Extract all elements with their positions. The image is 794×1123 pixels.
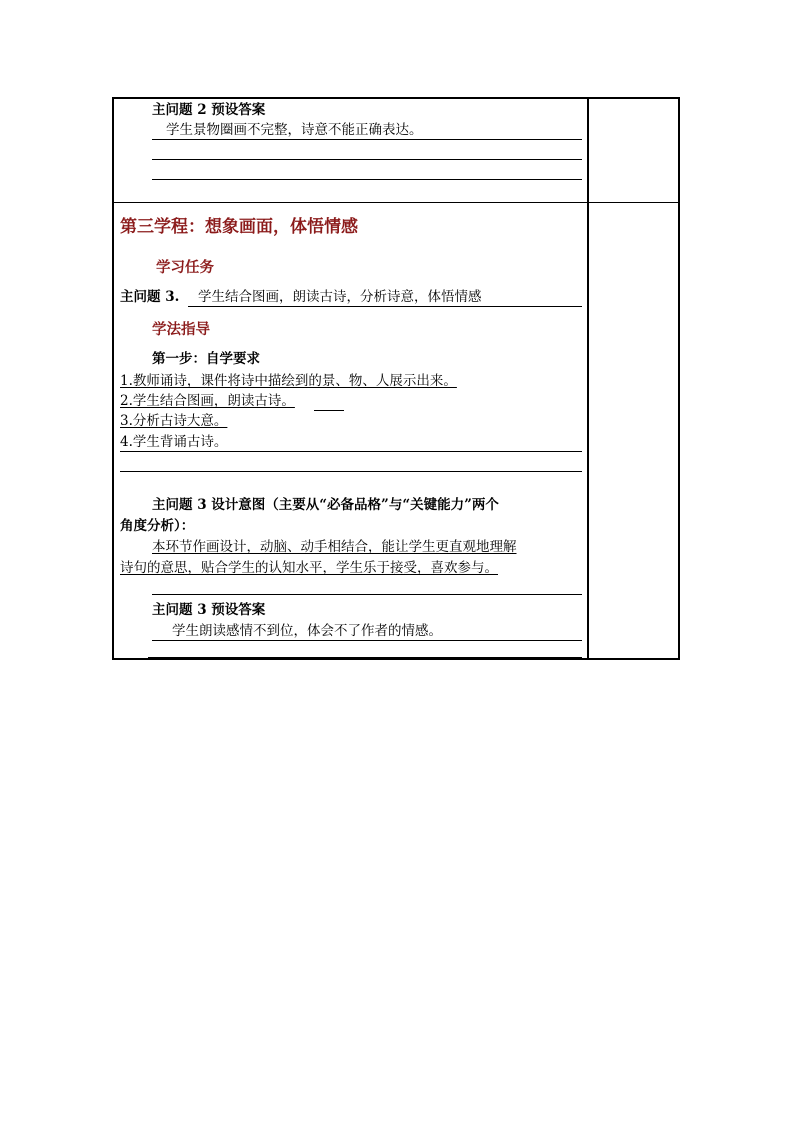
step1-title: 第一步：自学要求 bbox=[152, 351, 260, 367]
q2-answer-title: 主问题 2 预设答案 bbox=[152, 102, 266, 118]
section3-heading: 第三学程：想象画面，体悟情感 bbox=[120, 217, 358, 237]
step-item: 2.学生结合图画，朗读古诗。 bbox=[120, 393, 295, 409]
answer-line bbox=[148, 657, 582, 658]
design-text: 本环节作画设计，动脑、动手相结合，能让学生更直观地理解 bbox=[152, 539, 517, 555]
task-title: 学习任务 bbox=[156, 259, 214, 276]
design-title-cont: 角度分析）： bbox=[120, 518, 195, 534]
method-title: 学法指导 bbox=[152, 321, 210, 338]
step-item: 1.教师诵诗，课件将诗中描绘到的景、物、人展示出来。 bbox=[120, 373, 457, 389]
answer-line bbox=[152, 594, 582, 595]
step-underline-ext bbox=[314, 410, 344, 411]
design-title: 主问题 3 设计意图（主要从“必备品格”与“关键能力”两个 bbox=[152, 497, 499, 513]
row-divider bbox=[114, 202, 678, 203]
answer-line bbox=[120, 471, 582, 472]
q3-label: 主问题 3. bbox=[120, 289, 180, 305]
answer-line bbox=[152, 139, 582, 140]
answer-line bbox=[152, 179, 582, 180]
column-divider bbox=[587, 99, 589, 658]
answer-line bbox=[120, 451, 582, 452]
design-text-cont: 诗句的意思，贴合学生的认知水平，学生乐于接受，喜欢参与。 bbox=[120, 560, 498, 576]
q3-answer-text: 学生朗读感情不到位，体会不了作者的情感。 bbox=[172, 623, 442, 639]
q3-underline bbox=[188, 306, 582, 307]
q3-text: 学生结合图画，朗读古诗，分析诗意，体悟情感 bbox=[198, 289, 482, 305]
answer-line bbox=[152, 159, 582, 160]
q3-answer-title: 主问题 3 预设答案 bbox=[152, 602, 266, 618]
q2-answer-text: 学生景物圈画不完整，诗意不能正确表达。 bbox=[166, 122, 423, 138]
answer-line bbox=[152, 640, 582, 641]
step-item: 4.学生背诵古诗。 bbox=[120, 434, 228, 450]
step-item: 3.分析古诗大意。 bbox=[120, 413, 228, 429]
lesson-plan-table bbox=[112, 97, 680, 660]
